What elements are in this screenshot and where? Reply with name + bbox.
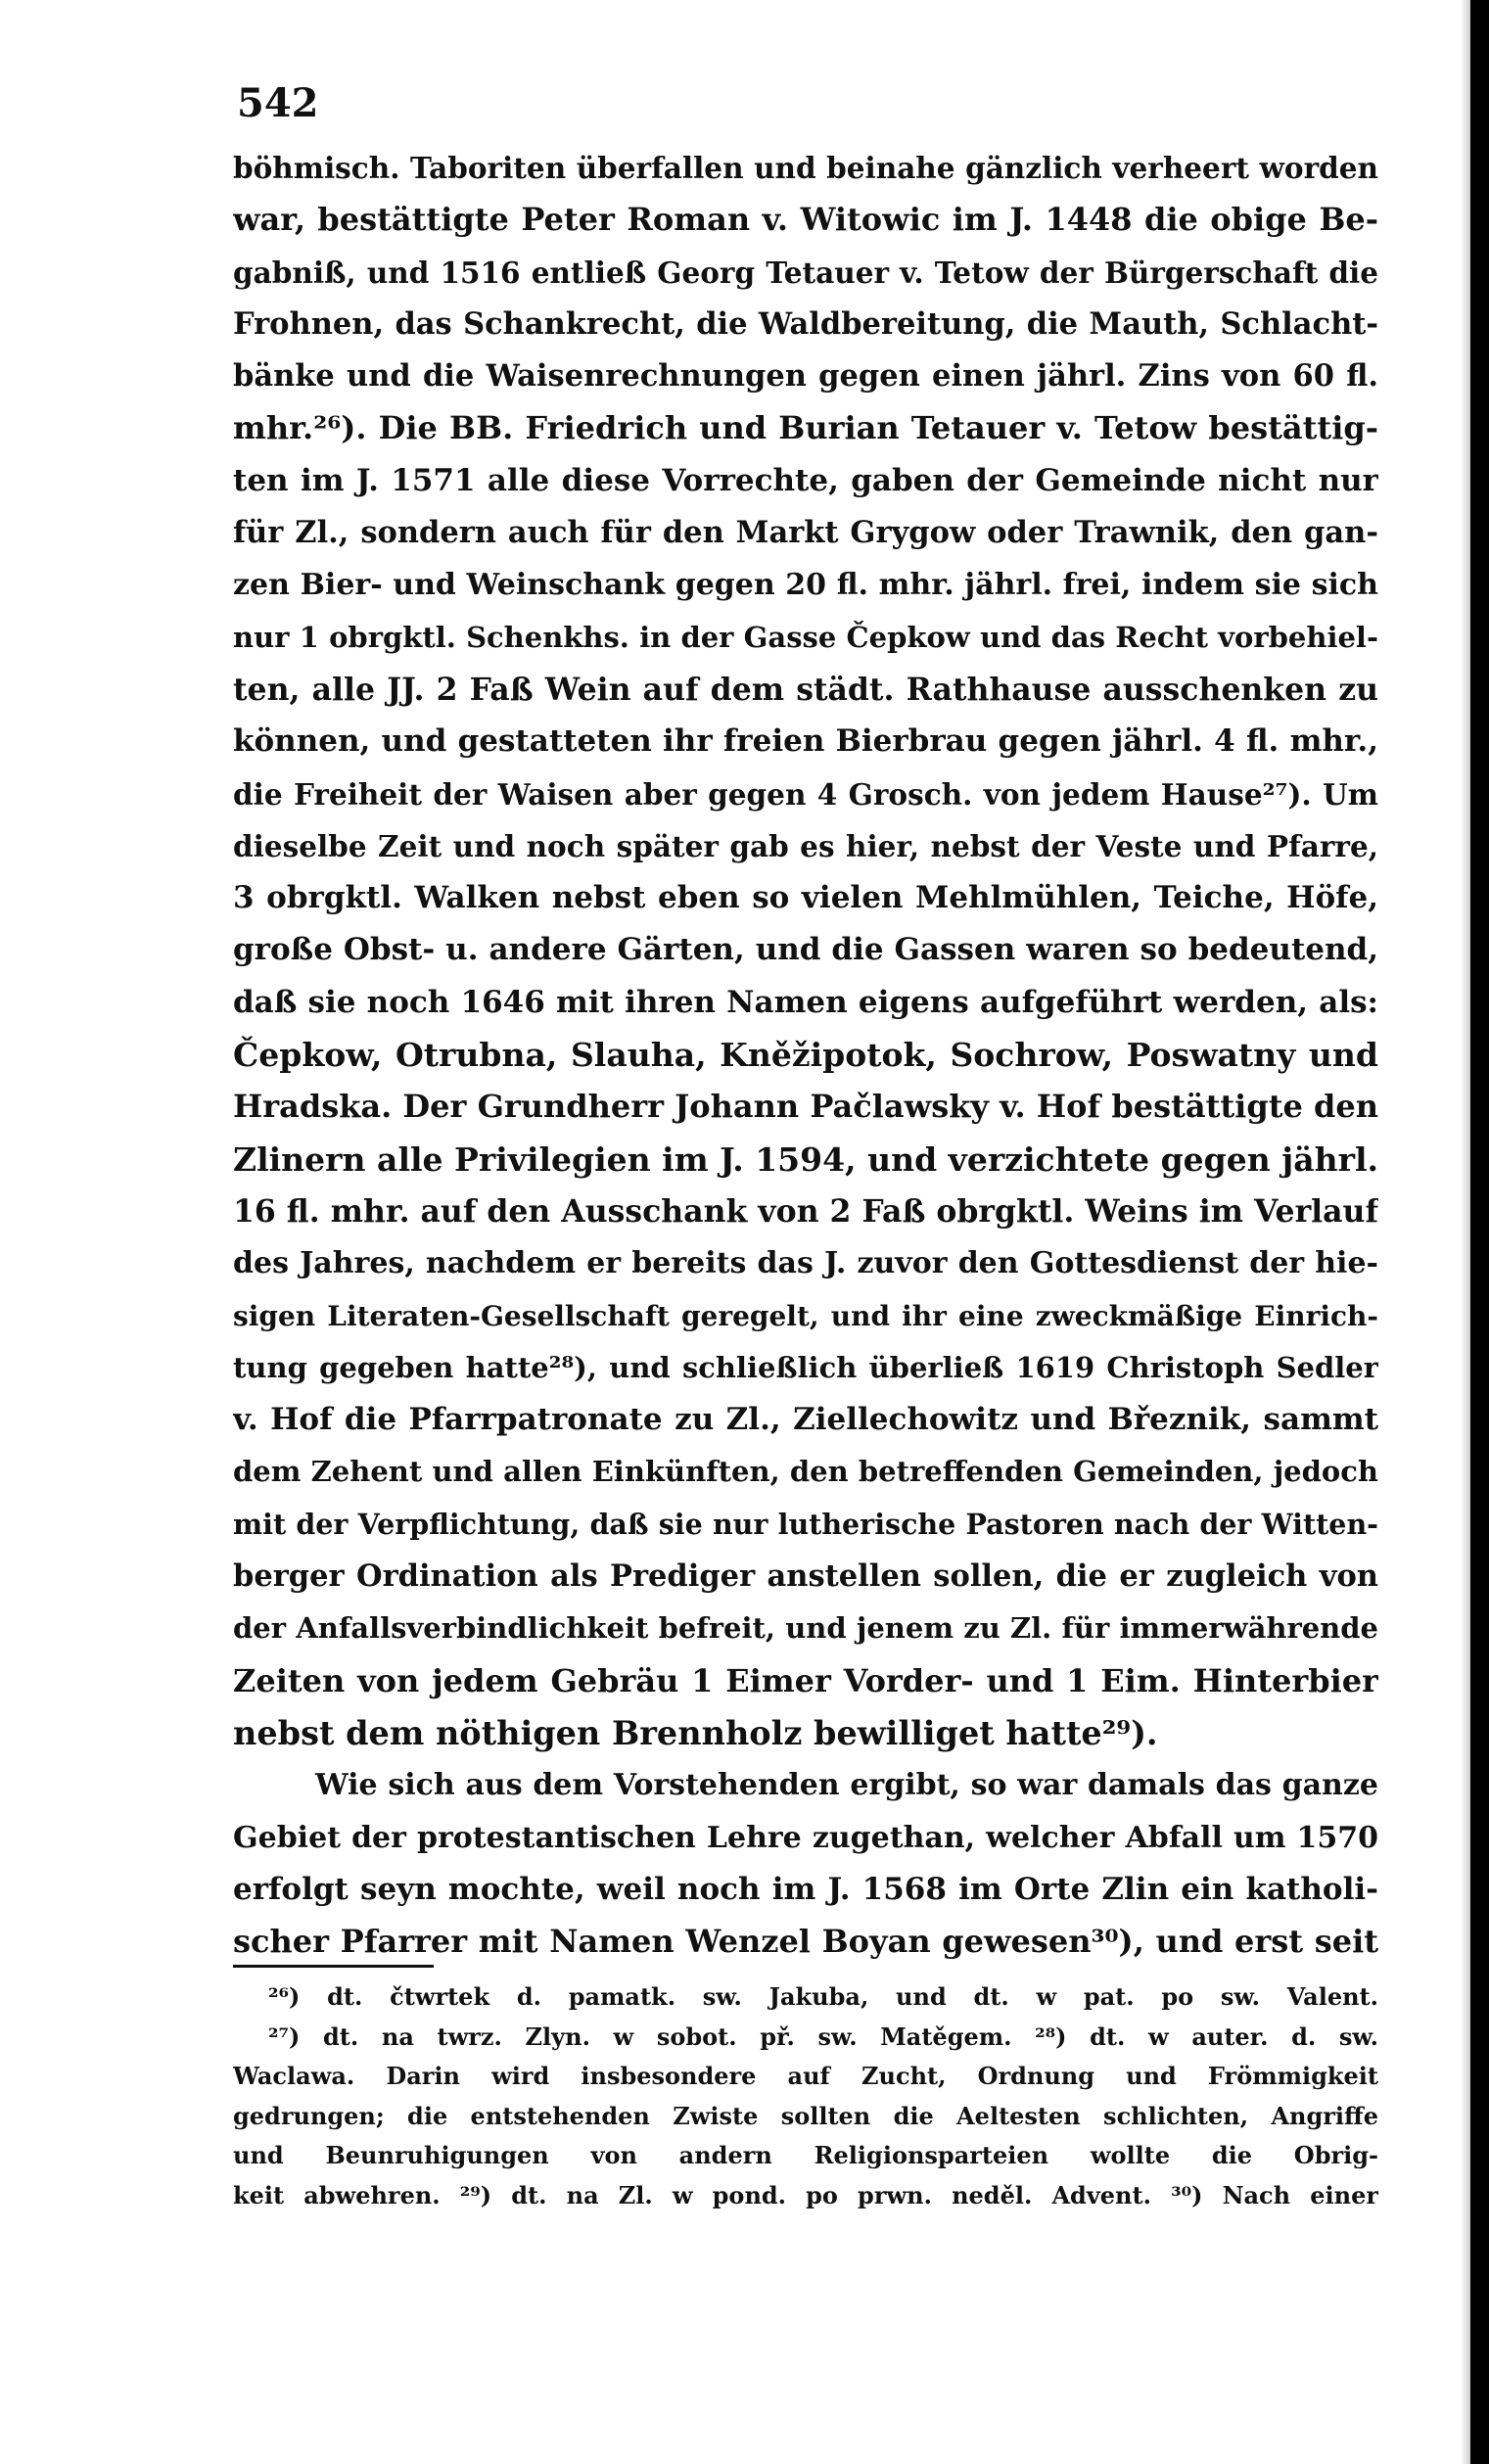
page-edge: [1461, 0, 1470, 2464]
text-line: Zlinern alle Privilegien im J. 1594, und verzichtete gegen jährl.: [233, 1139, 1378, 1179]
text-line: Zeiten von jedem Gebräu 1 Eimer Vorder- und 1 Eim. Hinterbier: [233, 1661, 1378, 1699]
text-line: v. Hof die Pfarrpatronate zu Zl., Ziellechowitz und Březnik, sammt: [233, 1402, 1378, 1438]
text-line: ten im J. 1571 alle diese Vorrechte, gaben der Gemeinde nicht nur: [233, 462, 1378, 498]
footnote-line: und Beunruhigungen von andern Religionsparteien wollte die Obrig-: [233, 2141, 1378, 2169]
text-line: sigen Literaten-Gesellschaft geregelt, und ihr eine zweckmäßige Einrich-: [233, 1299, 1378, 1332]
text-line: große Obst- u. andere Gärten, und die Gassen waren so bedeutend,: [233, 932, 1378, 968]
text-line: ten, alle JJ. 2 Faß Wein auf dem städt. Rathhause ausschenken zu: [233, 671, 1378, 708]
text-line: der Anfallsverbindlichkeit befreit, und jenem zu Zl. für immerwährende: [233, 1611, 1378, 1646]
text-line: scher Pfarrer mit Namen Wenzel Boyan gewesen³⁰), und erst seit: [233, 1923, 1378, 1961]
text-line: berger Ordination als Prediger anstellen sollen, die er zugleich von: [233, 1558, 1378, 1595]
text-line: böhmisch. Taboriten überfallen und beinahe gänzlich verheert worden: [233, 151, 1378, 185]
text-line: erfolgt seyn mochte, weil noch im J. 1568 im Orte Zlin ein katholi-: [233, 1871, 1378, 1907]
text-line: Wie sich aus dem Vorstehenden ergibt, so war damals das ganze: [315, 1768, 1378, 1803]
text-line: 16 fl. mhr. auf den Ausschank von 2 Faß obrgktl. Weins im Verlauf: [233, 1192, 1378, 1230]
text-line: nur 1 obrgktl. Schenkhs. in der Gasse Čepkow und das Recht vorbehiel-: [233, 620, 1378, 654]
text-line: mit der Verpflichtung, daß sie nur lutherische Pastoren nach der Witten-: [233, 1507, 1378, 1541]
main-text: [233, 142, 1378, 1968]
text-line: tung gegeben hatte²⁸), und schließlich überließ 1619 Christoph Sedler: [233, 1350, 1378, 1384]
text-line: Frohnen, das Schankrecht, die Waldbereitung, die Mauth, Schlacht-: [233, 305, 1378, 342]
text-line: mhr.²⁶). Die BB. Friedrich und Burian Tetauer v. Tetow bestättig-: [233, 409, 1378, 447]
text-line: Čepkow, Otrubna, Slauha, Kněžipotok, Sochrow, Poswatny und: [233, 1036, 1378, 1075]
footnote-line: ²⁷) dt. na twrz. Zlyn. w sobot. př. sw. Matěgem. ²⁸) dt. w auter. d. sw.: [268, 2022, 1378, 2051]
footnote-line: gedrungen; die entstehenden Zwiste sollten die Aeltesten schlichten, Angriffe: [233, 2101, 1378, 2130]
text-line: des Jahres, nachdem er bereits das J. zuvor den Gottesdienst der hie-: [233, 1246, 1378, 1281]
text-line: für Zl., sondern auch für den Markt Grygow oder Trawnik, den gan-: [233, 515, 1378, 551]
text-line: dieselbe Zeit und noch später gab es hier, nebst der Veste und Pfarre,: [233, 828, 1378, 863]
text-line: zen Bier- und Weinschank gegen 20 fl. mhr. jährl. frei, indem sie sich: [233, 568, 1378, 603]
footnote-line: keit abwehren. ²⁹) dt. na Zl. w pond. po prwn. neděl. Advent. ³⁰) Nach einer: [233, 2180, 1378, 2209]
text-line: war, bestättigte Peter Roman v. Witowic im J. 1448 die obige Be-: [233, 201, 1378, 239]
text-line: gabniß, und 1516 entließ Georg Tetauer v. Tetow der Bürgerschaft die: [233, 255, 1378, 290]
text-line: 3 obrgktl. Walken nebst eben so vielen Mehlmühlen, Teiche, Höfe,: [233, 880, 1378, 916]
text-line: Gebiet der protestantischen Lehre zugethan, welcher Abfall um 1570: [233, 1820, 1378, 1855]
text-line: die Freiheit der Waisen aber gegen 4 Grosch. von jedem Hause²⁷). Um: [233, 776, 1378, 812]
footnote-separator: [233, 1965, 434, 1968]
text-line: bänke und die Waisenrechnungen gegen einen jährl. Zins von 60 fl.: [233, 358, 1378, 395]
text-line: können, und gestatteten ihr freien Bierbrau gegen jährl. 4 fl. mhr.,: [233, 723, 1378, 760]
text-line: nebst dem nöthigen Brennholz bewilliget hatte²⁹).: [233, 1713, 1158, 1752]
text-line: daß sie noch 1646 mit ihren Namen eigens aufgeführt werden, als:: [233, 984, 1378, 1020]
text-line: dem Zehent und allen Einkünften, den betreffenden Gemeinden, jedoch: [233, 1455, 1378, 1489]
footnote-line: Waclawa. Darin wird insbesondere auf Zucht, Ordnung und Frömmigkeit: [233, 2062, 1378, 2090]
text-line: Hradska. Der Grundherr Johann Pačlawsky v. Hof bestättigte den: [233, 1088, 1378, 1126]
page-number: 542: [237, 80, 319, 126]
footnotes: [233, 1977, 1378, 2215]
footnote-line: ²⁶) dt. čtwrtek d. pamatk. sw. Jakuba, und dt. w pat. po sw. Valent.: [268, 1982, 1378, 2011]
